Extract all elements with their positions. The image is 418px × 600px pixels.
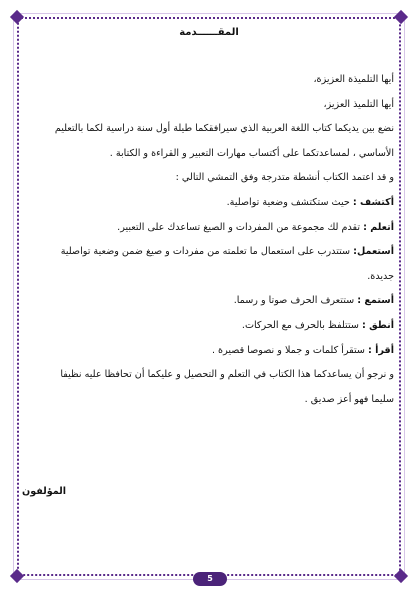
text-line: جديدة. <box>367 270 394 282</box>
introduction-text <box>24 68 394 412</box>
activity-listen: أستمع : ستتعرف الحرف صوتا و رسما. <box>233 295 394 307</box>
activity-label: أقرأ : <box>367 344 394 356</box>
activity-learn: أتعلم : تقدم لك مجموعة من المفردات و الصيغ تساعدك على التعبير. <box>117 221 394 233</box>
activity-discover: أكتشف : حيث ستكتشف وضعية تواصلية. <box>226 196 394 208</box>
text-line: نضع بين يديكما كتاب اللغة العربية الذي سيرافقكما طيلة أول سنة دراسية لكما بالتعليم <box>54 123 394 135</box>
text-line: أيها التلميذ العزيز، <box>323 98 394 110</box>
page-title: المقــــــدمة <box>179 27 239 38</box>
text-line: الأساسي ، لمساعدتكما على أكتساب مهارات التعبير و القراءة و الكتابة . <box>109 147 394 159</box>
activity-label: أستعمل: <box>353 246 394 258</box>
text-line: سليما فهو أعز صديق . <box>304 393 394 405</box>
activity-label: أنطق : <box>361 319 394 331</box>
page-number-badge: 5 <box>193 572 227 586</box>
activity-label: أتعلم : <box>363 221 394 233</box>
activity-read: أقرأ : ستقرأ كلمات و جملا و نصوصا قصيرة . <box>211 344 394 356</box>
text-line: و نرجو أن يساعدكما هذا الكتاب في التعلم و التحصيل و عليكما أن تحافظا عليه نظيفا <box>60 369 394 381</box>
activity-pronounce: أنطق : ستتلفظ بالحرف مع الحركات. <box>241 319 394 331</box>
authors-signature: المؤلفون <box>22 486 67 497</box>
text-line: أيها التلميذة العزيزة، <box>313 74 394 85</box>
text-line: و قد اعتمد الكتاب أنشطة متدرجة وفق التمشي التالي : <box>175 172 394 184</box>
activity-label: أستمع : <box>357 295 394 307</box>
activity-use: أستعمل: ستتدرب على استعمال ما تعلمته من مفردات و صيغ ضمن وضعية تواصلية <box>60 246 394 258</box>
activity-label: أكتشف : <box>352 196 394 208</box>
